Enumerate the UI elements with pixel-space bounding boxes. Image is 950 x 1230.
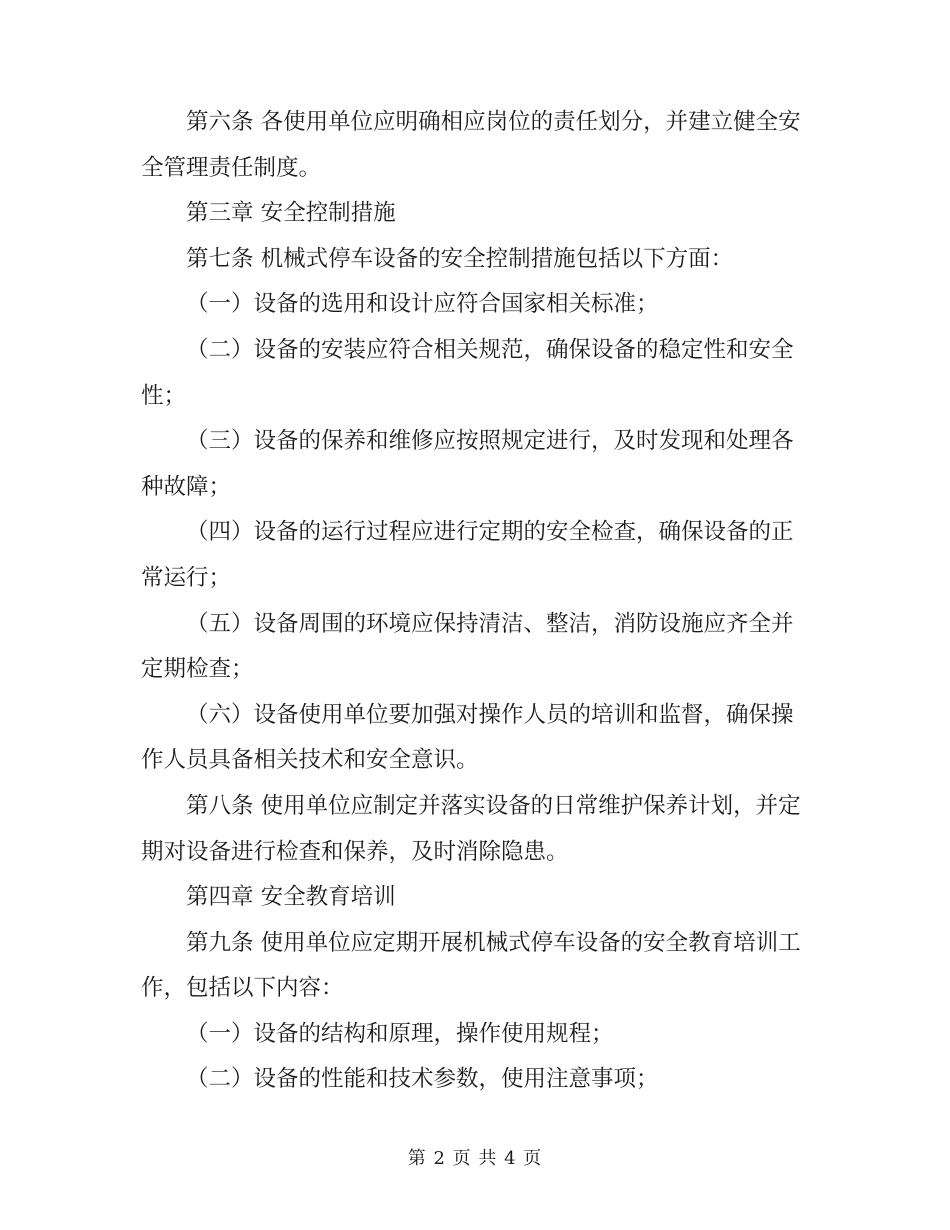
chapter-4-heading: 第四章 安全教育培训 [186, 884, 396, 911]
paragraph-article-6: 第六条 各使用单位应明确相应岗位的责任划分，并建立健全安全管理责任制度。 [141, 109, 801, 181]
list-item-7-5: （五）设备周围的环境应保持清洁、整洁，消防设施应齐全并定期检查； [141, 610, 794, 683]
chapter-3-heading: 第三章 安全控制措施 [186, 200, 396, 227]
list-item-9-1: （一）设备的结构和原理，操作使用规程； [186, 1020, 614, 1047]
list-item-7-4: （四）设备的运行过程应进行定期的安全检查，确保设备的正常运行； [141, 519, 794, 591]
list-item-7-1: （一）设备的选用和设计应符合国家相关标准； [186, 291, 659, 318]
document-body [141, 100, 809, 1103]
paragraph-article-9: 第九条 使用单位应定期开展机械式停车设备的安全教育培训工作，包括以下内容： [141, 929, 801, 1002]
list-item-7-3: （三）设备的保养和维修应按照规定进行，及时发现和处理各种故障； [141, 428, 794, 500]
list-item-7-2: （二）设备的安装应符合相关规范，确保设备的稳定性和安全性； [141, 336, 794, 409]
list-item-7-6: （六）设备使用单位要加强对操作人员的培训和监督，确保操作人员具备相关技术和安全意识。 [141, 701, 794, 774]
list-item-9-2: （二）设备的性能和技术参数，使用注意事项； [186, 1066, 659, 1093]
page-number-footer: 第 2 页 共 4 页 [407, 1148, 543, 1169]
paragraph-article-8: 第八条 使用单位应制定并落实设备的日常维护保养计划，并定期对设备进行检查和保养，及时消除隐患。 [141, 792, 801, 865]
paragraph-article-7: 第七条 机械式停车设备的安全控制措施包括以下方面： [186, 245, 734, 272]
